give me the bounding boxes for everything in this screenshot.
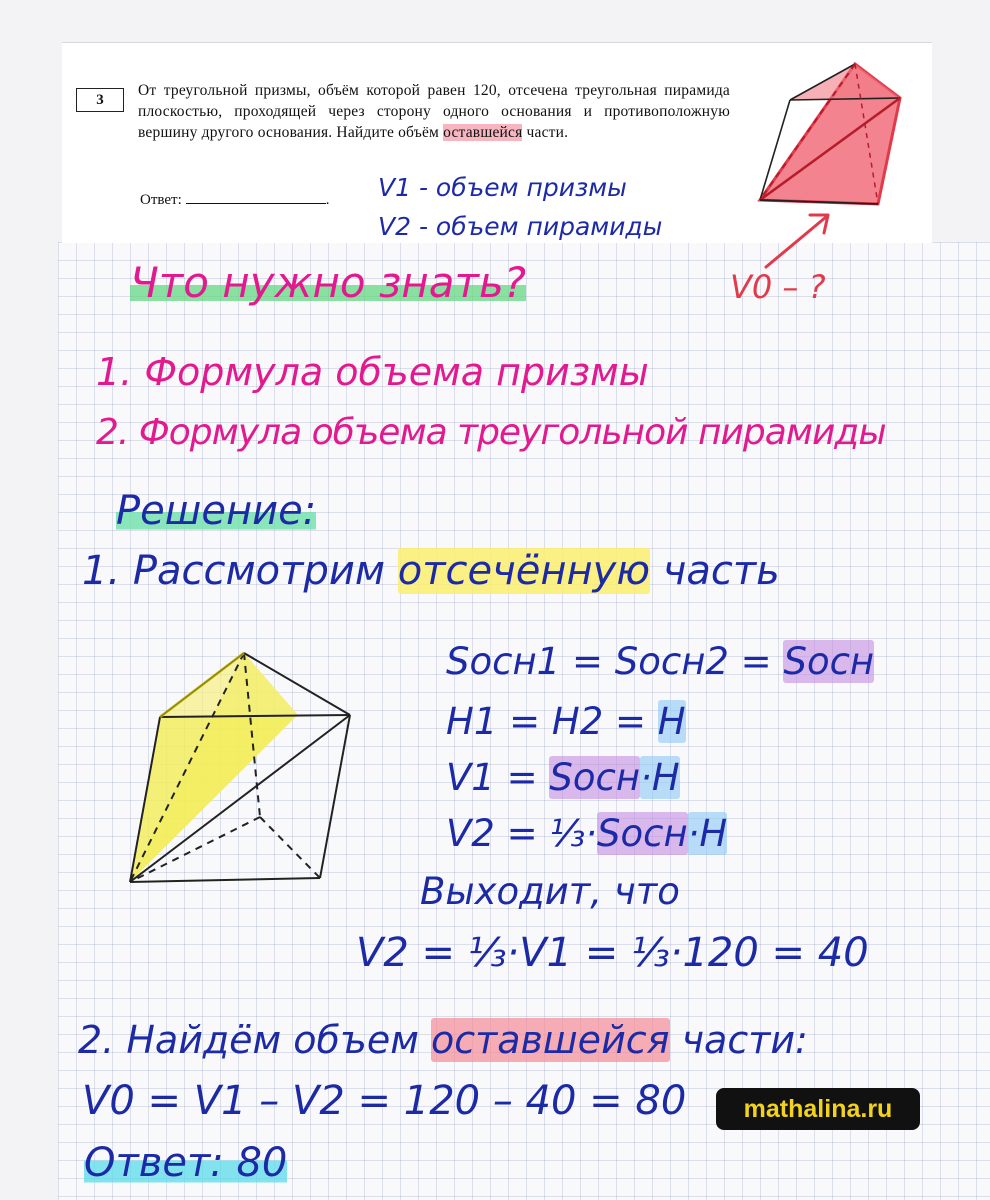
highlight-remaining-part: оставшейся: [430, 1018, 670, 1062]
arrow-icon: [760, 205, 840, 275]
heading-what-to-know: Что нужно знать?: [130, 258, 527, 307]
formula-base-area: Sосн1 = Sосн2 = Sосн: [446, 640, 875, 683]
therefore-text: Выходит, что: [420, 870, 680, 913]
note-v2-definition: V2 - объем пирамиды: [378, 212, 663, 241]
answer-field: Ответ: .: [140, 192, 330, 208]
highlight-cut-part: отсечённую: [397, 548, 650, 594]
site-watermark: mathalina.ru: [716, 1088, 920, 1130]
formula-result: V2 = ⅓·V1 = ⅓·120 = 40: [356, 930, 869, 976]
step-1: 1. Рассмотрим отсечённую часть: [82, 548, 780, 594]
know-item-2: 2. Формула объема треугольной пирамиды: [96, 412, 886, 453]
formula-v0: V0 = V1 – V2 = 120 – 40 = 80: [82, 1078, 687, 1124]
formula-v1: V1 = Sосн·H: [446, 756, 680, 799]
final-answer: Ответ: 80: [84, 1140, 288, 1186]
heading-solution: Решение:: [116, 488, 317, 534]
prism-yellow-figure: [120, 645, 360, 895]
problem-text: От треугольной призмы, объём которой равен 120, отсечена треугольная пирамида плоскостью, проходящей через сторону одного основания и противоположную вершину другого основания. Найдите объём оставшейся части.: [138, 82, 730, 141]
note-v1-definition: V1 - объем призмы: [378, 173, 627, 202]
note-v0-question: V0 – ?: [730, 268, 826, 306]
formula-height: H1 = H2 = H: [446, 700, 686, 743]
know-item-1: 1. Формула объема призмы: [96, 350, 649, 394]
prism-red-figure: [750, 52, 920, 212]
problem-number: 3: [76, 88, 124, 112]
step-2: 2. Найдём объем оставшейся части:: [78, 1018, 808, 1062]
highlight-remaining: оставшейся: [443, 124, 523, 141]
formula-v2: V2 = ⅓·Sосн·H: [446, 812, 728, 855]
